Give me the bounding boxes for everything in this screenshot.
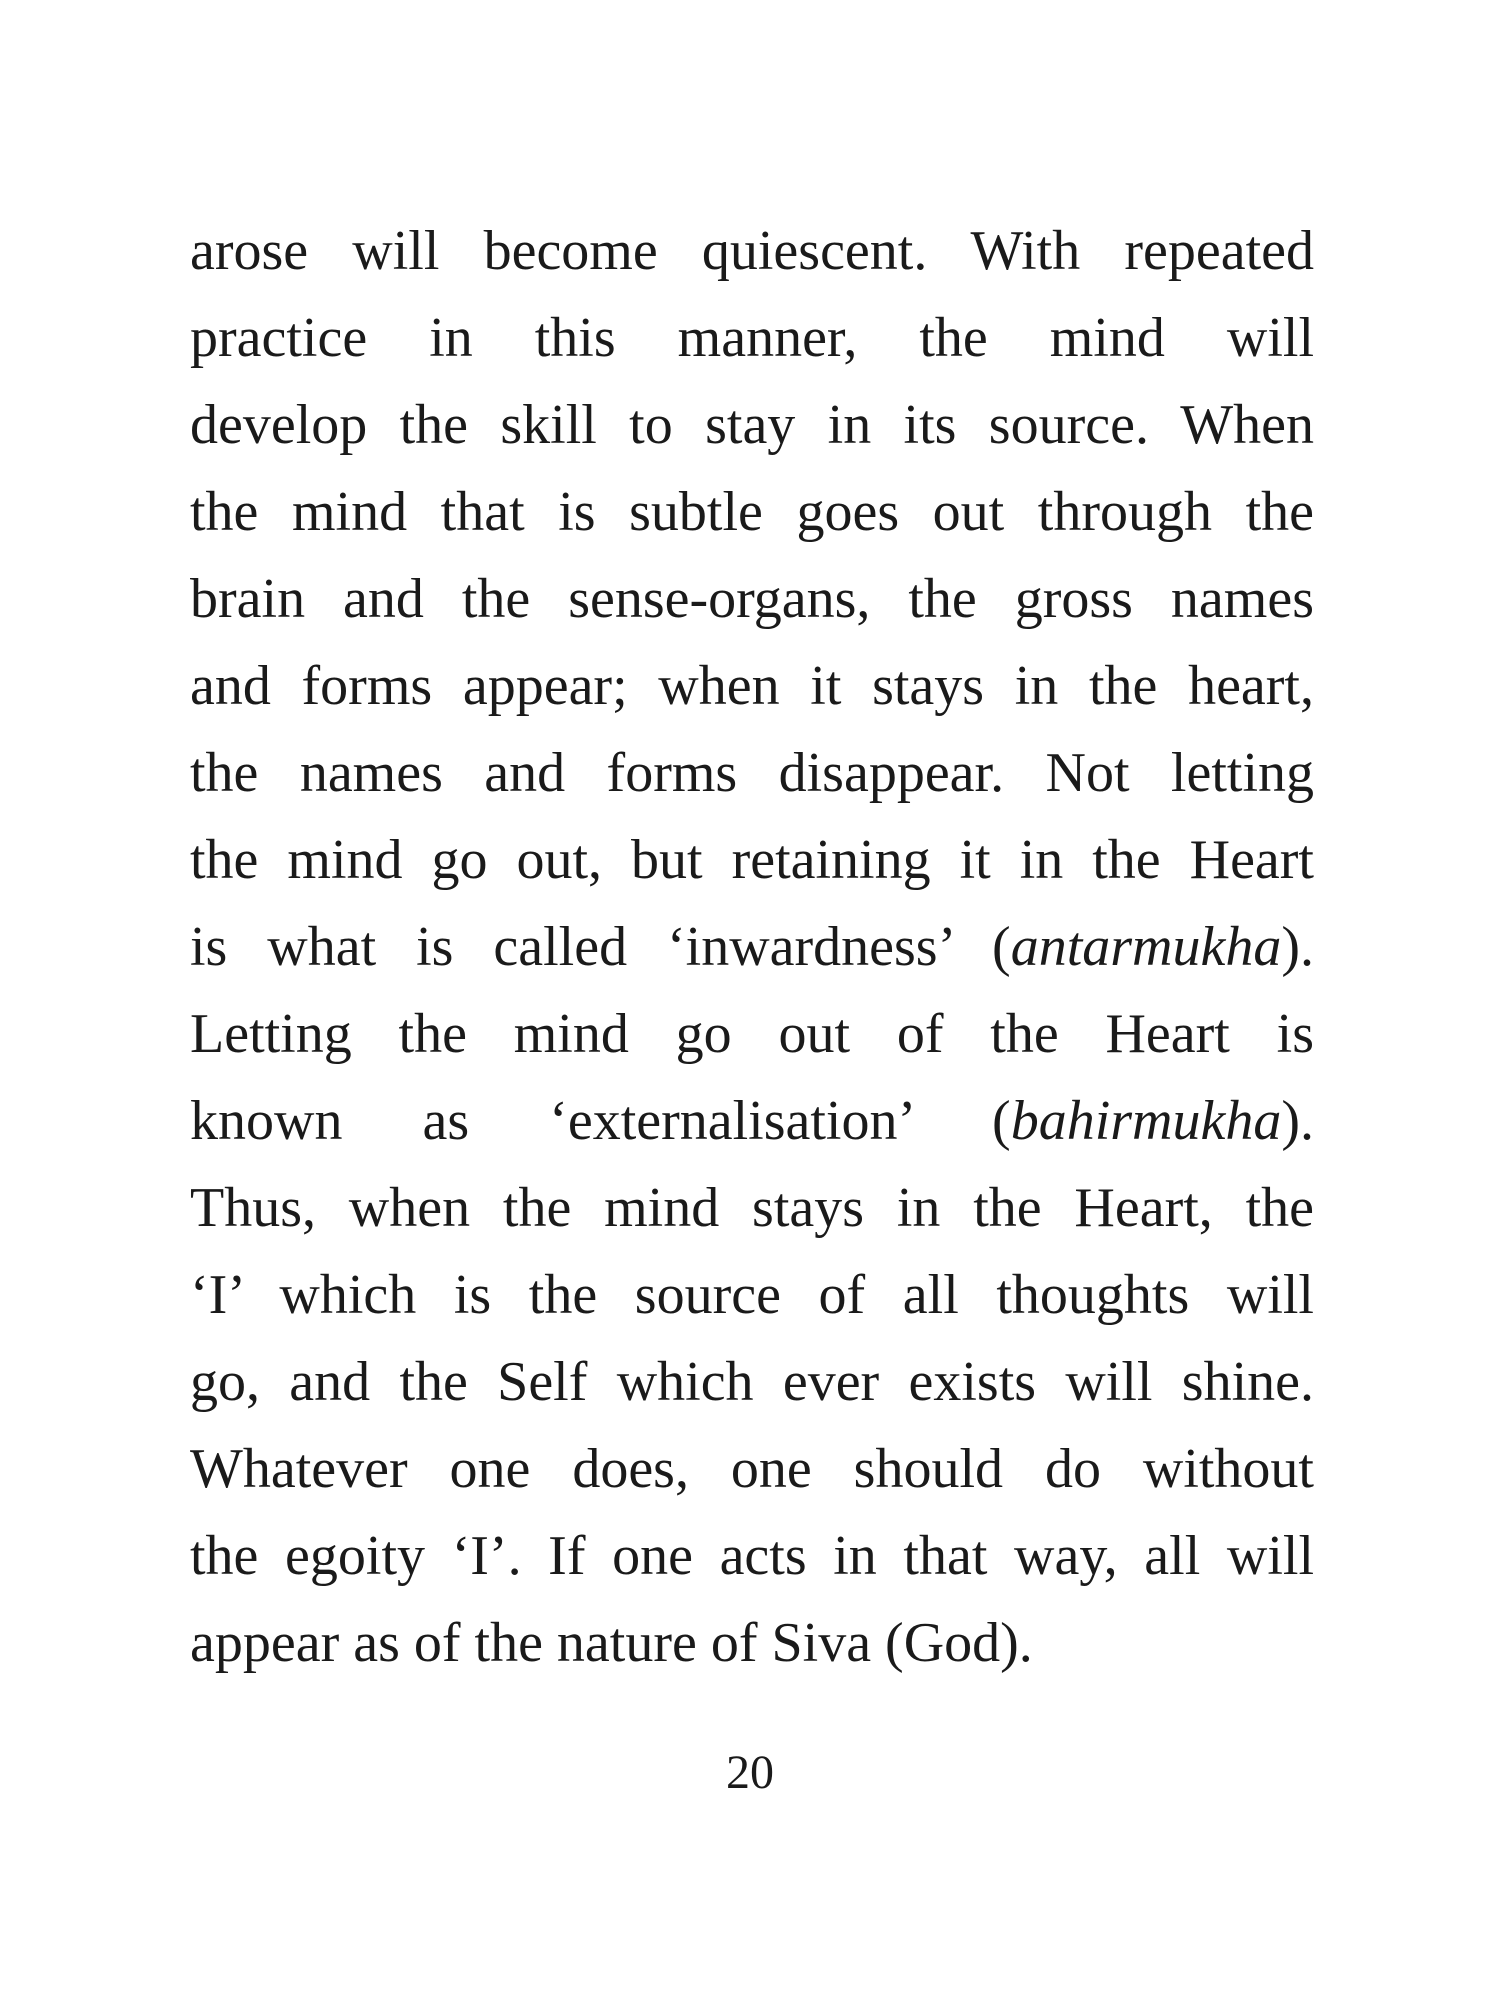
text-line-9: [190, 904, 1314, 991]
text-line-14: go, and the Self which ever exists will shine.: [190, 1351, 1314, 1413]
text-line-9-end: ).: [1281, 916, 1314, 978]
text-line-7: the names and forms disappear. Not letting: [190, 742, 1314, 804]
text-line-13: ‘I’ which is the source of all thoughts will: [190, 1264, 1314, 1326]
body-paragraph: [190, 208, 1314, 1687]
text-line-5: brain and the sense-organs, the gross names: [190, 568, 1314, 630]
text-line-15: Whatever one does, one should do without: [190, 1438, 1314, 1500]
text-line-16: the egoity ‘I’. If one acts in that way, all will: [190, 1525, 1314, 1587]
text-line-3: develop the skill to stay in its source. When: [190, 394, 1314, 456]
term-bahirmukha: bahirmukha: [1010, 1090, 1282, 1152]
text-line-9-start: is what is called ‘inwardness’ (: [190, 916, 1011, 978]
text-line-8: the mind go out, but retaining it in the Heart: [190, 829, 1314, 891]
text-line-11: [190, 1078, 1314, 1165]
text-line-11-end: ).: [1281, 1090, 1314, 1152]
text-line-4: the mind that is subtle goes out through the: [190, 481, 1314, 543]
text-line-2: practice in this manner, the mind will: [190, 307, 1314, 369]
page-number: 20: [726, 1746, 774, 1799]
term-antarmukha: antarmukha: [1010, 916, 1282, 978]
text-line-11-start: known as ‘externalisation’ (: [190, 1090, 1011, 1152]
text-line-12: Thus, when the mind stays in the Heart, the: [190, 1177, 1314, 1239]
text-line-17: appear as of the nature of Siva (God).: [190, 1612, 1033, 1674]
text-line-6: and forms appear; when it stays in the heart,: [190, 655, 1314, 717]
text-line-1: arose will become quiescent. With repeated: [190, 220, 1314, 282]
text-line-10: Letting the mind go out of the Heart is: [190, 1003, 1314, 1065]
